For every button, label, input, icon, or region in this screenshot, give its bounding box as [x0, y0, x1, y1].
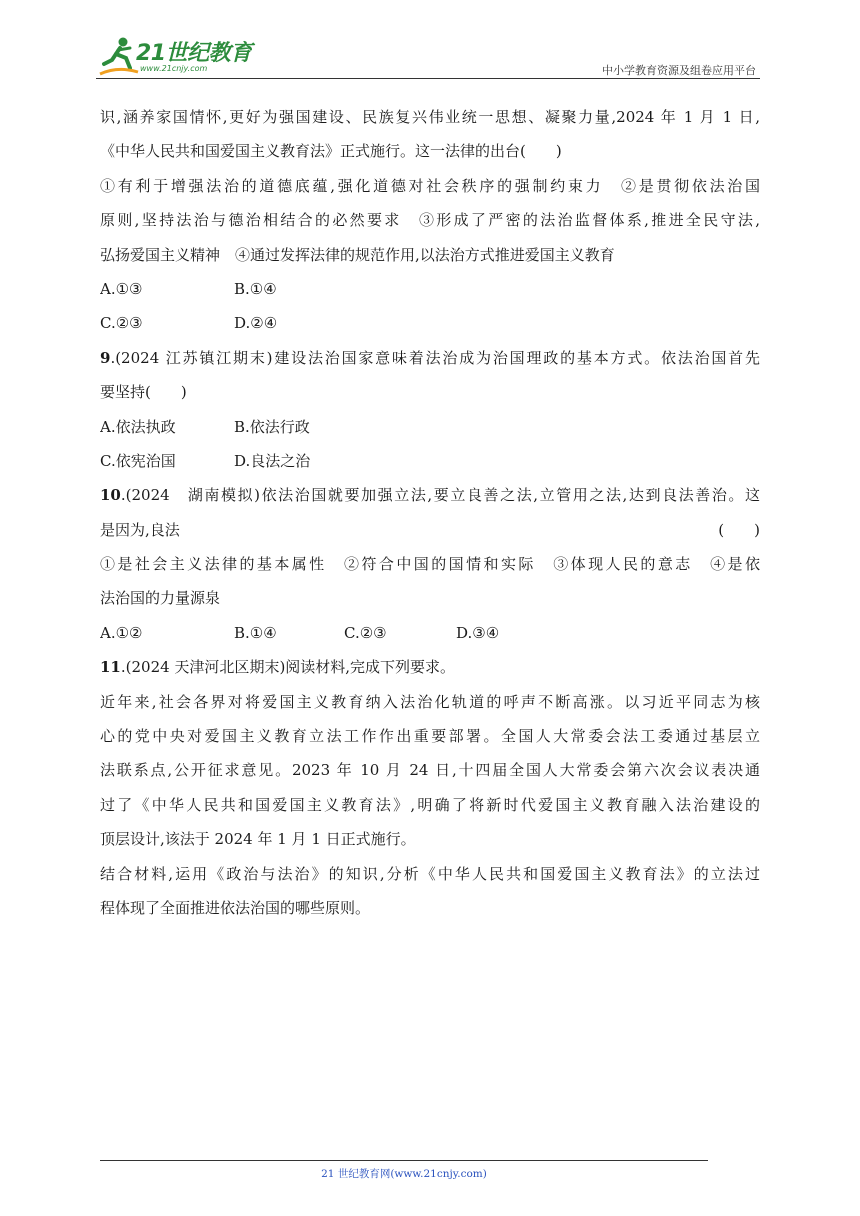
q9-line-1: [100, 341, 760, 375]
q8-options-row-1: [100, 272, 760, 306]
q8-option-b: B.①④: [234, 279, 277, 298]
q9-line-2: 要坚持( ): [100, 383, 187, 402]
q9-options-row-1: [100, 410, 760, 444]
q8-line-5: 弘扬爱国主义精神 ④通过发挥法律的规范作用,以法治方式推进爱国主义教育: [100, 245, 615, 264]
q10-options-row: [100, 616, 760, 650]
q11-line-1: [100, 650, 760, 684]
q9-number: 9: [100, 348, 111, 367]
q9-option-d: D.良法之治: [234, 451, 311, 470]
q10-line-1: [100, 478, 760, 512]
q11-material-line-4: 过了《中华人民共和国爱国主义教育法》,明确了将新时代爱国主义教育融入法治建设的: [100, 795, 760, 814]
q10-line-2: [100, 513, 760, 547]
q10-option-a: A.①②: [100, 623, 143, 642]
q11-material-line-3: 法联系点,公开征求意见。2023 年 10 月 24 日,十四届全国人大常委会第六次会议表决通: [100, 761, 760, 780]
q11-material-line-2: 心的党中央对爱国主义教育立法工作作出重要部署。全国人大常委会法工委通过基层立: [100, 727, 760, 746]
q8-options-row-2: [100, 306, 760, 340]
q9-stem: .(2024 江苏镇江期末)建设法治国家意味着法治成为治国理政的基本方式。依法治国首先: [110, 348, 760, 367]
q10-answer-bracket: ( ): [718, 520, 760, 539]
q10-line-4: 法治国的力量源泉: [100, 589, 221, 608]
q8-line-3: ①有利于增强法治的道德底蕴,强化道德对社会秩序的强制约束力 ②是贯彻依法治国: [100, 176, 760, 195]
q8-option-c: C.②③: [100, 314, 143, 333]
q10-option-d: D.③④: [456, 623, 500, 642]
q8-line-4: 原则,坚持法治与德治相结合的必然要求 ③形成了严密的法治监督体系,推进全民守法,: [100, 211, 760, 230]
q10-line-3: ①是社会主义法律的基本属性 ②符合中国的国情和实际 ③体现人民的意志 ④是依: [100, 555, 760, 574]
q9-option-a: A.依法执政: [100, 417, 176, 436]
q11-material-line-1: 近年来,社会各界对将爱国主义教育纳入法治化轨道的呼声不断高涨。以习近平同志为核: [100, 692, 760, 711]
q8-line-2: 《中华人民共和国爱国主义教育法》正式施行。这一法律的出台( ): [100, 142, 562, 161]
site-logo: [96, 34, 266, 78]
document-body: [100, 100, 760, 925]
q9-option-b: B.依法行政: [234, 417, 310, 436]
q11-stem: .(2024 天津河北区期末)阅读材料,完成下列要求。: [120, 658, 456, 677]
q10-stem-end: 是因为,良法: [100, 520, 180, 539]
q11-requirement-line-2: 程体现了全面推进依法治国的哪些原则。: [100, 898, 371, 917]
page-header: [96, 30, 760, 80]
footer-link[interactable]: 21 世纪教育网(www.21cnjy.com): [321, 1168, 487, 1180]
footer-divider: [100, 1160, 708, 1161]
runner-icon: [96, 34, 140, 78]
q11-requirement-line-1: 结合材料,运用《政治与法治》的知识,分析《中华人民共和国爱国主义教育法》的立法过: [100, 864, 760, 883]
platform-name: 中小学教育资源及组卷应用平台: [602, 64, 756, 77]
q8-option-a: A.①③: [100, 279, 143, 298]
q9-options-row-2: [100, 444, 760, 478]
q10-stem: .(2024 湖南模拟)依法治国就要加强立法,要立良善之法,立管用之法,达到良法善治。这: [120, 486, 760, 505]
q8-option-d: D.②④: [234, 314, 278, 333]
q10-option-c: C.②③: [344, 623, 387, 642]
q11-number: 11: [100, 658, 121, 677]
q10-option-b: B.①④: [234, 623, 277, 642]
logo-url: www.21cnjy.com: [140, 64, 208, 73]
q9-option-c: C.依宪治国: [100, 451, 176, 470]
q11-material-line-5: 顶层设计,该法于 2024 年 1 月 1 日正式施行。: [100, 830, 416, 849]
q10-number: 10: [100, 486, 121, 505]
header-divider: [96, 78, 760, 79]
q8-line-1: 识,涵养家国情怀,更好为强国建设、民族复兴伟业统一思想、凝聚力量,2024 年 1 月 1 日,: [100, 108, 760, 126]
logo-text: 21世纪教育: [136, 41, 252, 66]
